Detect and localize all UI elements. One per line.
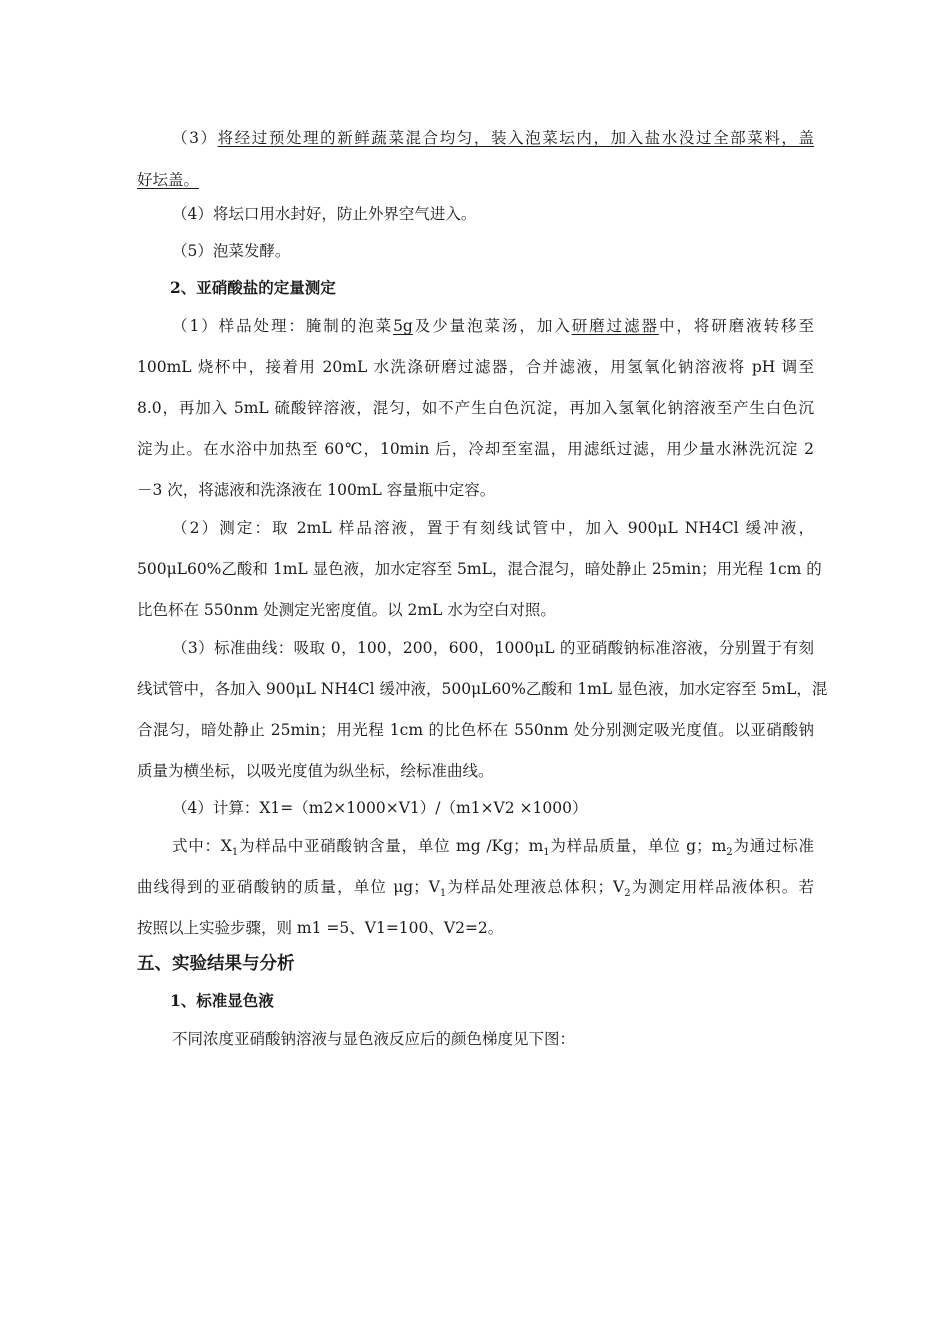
procedure3-line4: 质量为横坐标，以吸光度值为纵坐标，绘标准曲线。 [137,762,494,780]
procedure1-line4: 淀为止。在水浴中加热至 60℃，10min 后，冷却至室温，用滤纸过滤，用少量水淋洗沉淀 2 [137,440,814,458]
paragraph-step3-line1 [172,128,814,148]
step3-prefix: （3） [172,129,218,147]
formula-line2: 曲线得到的亚硝酸钠的质量，单位 μg；$V_1$为样品处理液总体积；$V_2$为测定用样品液体积。若 [137,878,814,899]
paragraph-color-gradient: 不同浓度亚硝酸钠溶液与显色液反应后的颜色梯度见下图： [172,1030,576,1048]
procedure2-line2: 500μL60%乙酸和 1mL 显色液，加水定容至 5mL，混合混匀，暗处静止 25min；用光程 1cm 的 [137,560,822,578]
procedure2-line3: 比色杯在 550nm 处测定光密度值。以 2mL 水为空白对照。 [137,601,556,619]
section-title-results: 五、实验结果与分析 [137,954,295,974]
paragraph-step5: （5）泡菜发酵。 [172,242,291,260]
heading-standard-color-solution: 1、标准显色液 [170,991,274,1010]
procedure2-line1: （2）测定：取 2mL 样品溶液，置于有刻线试管中，加入 900μL NH4Cl 缓冲液， [172,519,814,537]
paragraph-step4: （4）将坛口用水封好，防止外界空气进入。 [172,205,477,223]
procedure4-calculation: （4）计算：X1=（m2×1000×V1）/（m1×V2 ×1000） [172,799,588,817]
formula-line3: 按照以上实验步骤，则 m1 =5、V1=100、V2=2。 [137,919,504,937]
procedure3-line2: 线试管中，各加入 900μL NH4Cl 缓冲液，500μL60%乙酸和 1mL 显色液，加水定容至 5mL，混 [137,680,828,698]
step3-underlined-text: 将经过预处理的新鲜蔬菜混合均匀，装入泡菜坛内，加入盐水没过全部菜料，盖 [217,129,814,147]
procedure1-line2: 100mL 烧杯中，接着用 20mL 水洗涤研磨过滤器，合并滤液，用氢氧化钠溶液将 pH 调至 [137,358,814,376]
step3-underlined-text-cont: 好坛盖。 [137,171,200,189]
procedure3-line1: （3）标准曲线：吸取 0，100，200，600，1000μL 的亚硝酸钠标准溶液，分别置于有刻 [172,639,814,657]
procedure1-line5: －3 次，将滤液和洗涤液在 100mL 容量瓶中定容。 [137,481,496,499]
paragraph-step3-line2 [137,170,199,190]
procedure1-line1: （1）样品处理：腌制的泡菜5g及少量泡菜汤，加入研磨过滤器中，将研磨液转移至 [172,317,814,335]
procedure3-line3: 合混匀，暗处静止 25min；用光程 1cm 的比色杯在 550nm 处分别测定吸光度值。以亚硝酸钠 [137,721,814,739]
procedure1-line3: 8.0，再加入 5mL 硫酸锌溶液，混匀，如不产生白色沉淀，再加入氢氧化钠溶液至产生白色沉 [137,399,814,417]
formula-line1: 式中：$X_1$为样品中亚硝酸钠含量，单位 mg /Kg；$m_1$为样品质量，单位 g；$m_2$为通过标准 [172,837,814,858]
heading-nitrite-determination: 2、亚硝酸盐的定量测定 [170,278,336,297]
